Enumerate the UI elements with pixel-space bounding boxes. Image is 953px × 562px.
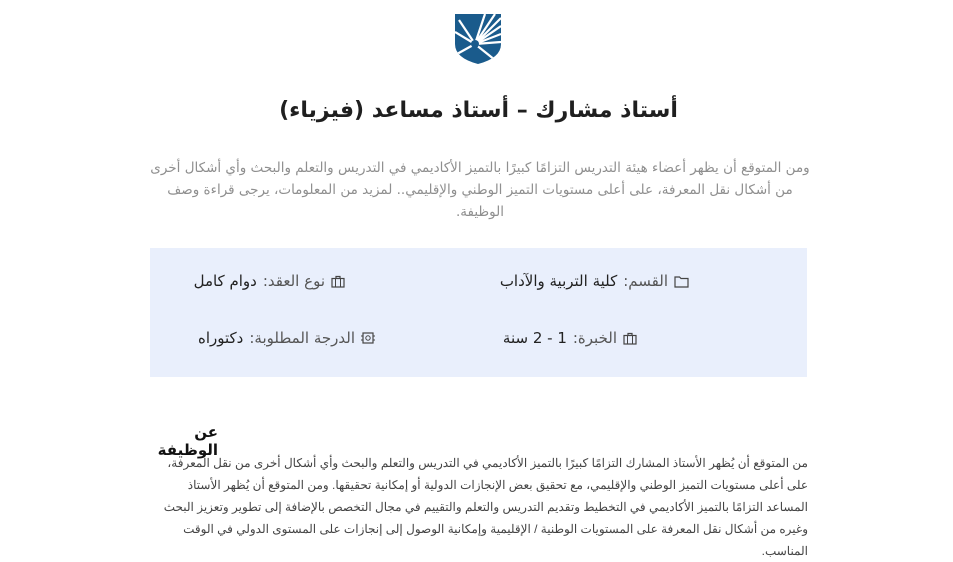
university-shield-logo bbox=[455, 14, 501, 64]
job-intro: ومن المتوقع أن يظهر أعضاء هيئة التدريس التزامًا كبيرًا بالتميز الأكاديمي في التدريس والتعلم والبحث وأي أشكال أخرى من أشكال نقل المعرفة، على أعلى مستويات التميز الوطني والإقليمي.. لمزيد من المعلومات، يرجى قراءة وصف الوظيفة. bbox=[150, 160, 810, 220]
degree-value: دكتوراه bbox=[197, 329, 244, 347]
briefcase-icon bbox=[331, 275, 345, 288]
department-value: كلية التربية والآداب bbox=[499, 272, 618, 290]
contract-detail bbox=[194, 272, 345, 290]
degree-detail bbox=[198, 329, 375, 347]
about-heading: عن الوظيفة bbox=[157, 423, 218, 459]
experience-label: الخبرة: bbox=[572, 329, 617, 347]
department-label: القسم: bbox=[623, 272, 668, 290]
experience-value: 1 - 2 سنة bbox=[502, 329, 567, 347]
degree-label: الدرجة المطلوبة: bbox=[249, 329, 355, 347]
folder-icon bbox=[674, 275, 689, 288]
university-logo bbox=[455, 14, 501, 64]
job-title: أستاذ مشارك – أستاذ مساعد (فيزياء) bbox=[279, 98, 678, 123]
contract-value: دوام كامل bbox=[193, 272, 257, 290]
job-details-box bbox=[150, 248, 807, 377]
about-description: من المتوقع أن يُظهر الأستاذ المشارك التزامًا كبيرًا بالتميز الأكاديمي في التدريس والتعلم والبحث وأي أشكال أخرى من نقل المعرفة، على أعلى مستويات التميز الوطني والإقليمي، مع تحقيق بعض الإنجازات الدولية أو إمكانية تحقيقها. ومن المتوقع أن يُظهر الأستاذ المساعد التزامًا بالتميز الأكاديمي في التخطيط وتقديم التدريس والتعلم والتقييم في مجال التخصص بالإضافة إلى تطوير وتعزيز البحث وغيره من أشكال نقل المعرفة على المستويات الوطنية / الإقليمية وإمكانية الوصول إلى إنجازات على المستوى الدولي في الوقت المناسب. bbox=[163, 456, 808, 558]
department-detail bbox=[500, 272, 689, 290]
briefcase-icon bbox=[623, 332, 637, 345]
contract-label: نوع العقد: bbox=[262, 272, 325, 290]
certificate-icon bbox=[361, 331, 375, 345]
experience-detail bbox=[503, 329, 637, 347]
